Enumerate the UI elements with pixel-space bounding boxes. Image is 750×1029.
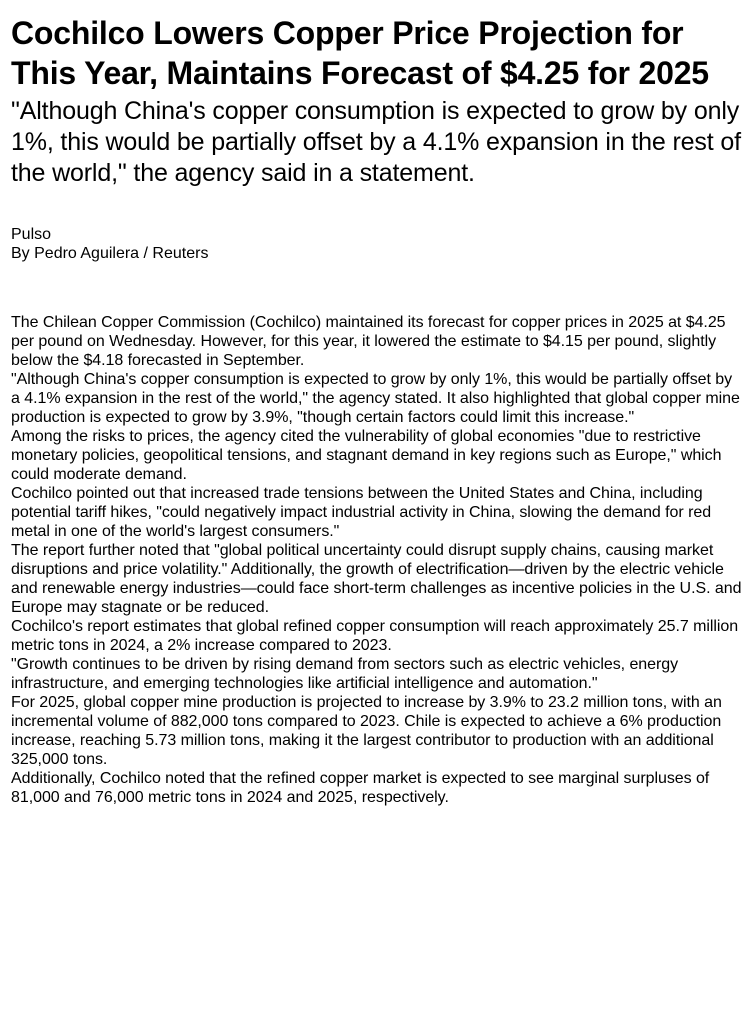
body-paragraph: The report further noted that "global political uncertainty could disrupt supply chains, causing market disruptions and price volatility." Additionally, the growth of electrification—driven by the electric vehicle and renewable energy industries—could face short-term challenges as incentive policies in the U.S. and Europe may stagnate or be reduced. bbox=[11, 542, 742, 616]
body-paragraph: Cochilco's report estimates that global refined copper consumption will reach approximately 25.7 million metric tons in 2024, a 2% increase compared to 2023. bbox=[11, 618, 739, 654]
body-paragraph: Cochilco pointed out that increased trade tensions between the United States and China, including potential tariff hikes, "could negatively impact industrial activity in China, slowing the demand for red metal in one of the world's largest consumers." bbox=[11, 485, 712, 540]
body-paragraph: "Although China's copper consumption is expected to grow by only 1%, this would be partially offset by a 4.1% expansion in the rest of the world," the agency stated. It also highlighted that global copper mine production is expected to grow by 3.9%, "though certain factors could limit this increase." bbox=[11, 371, 740, 426]
deck-quote: "Although China's copper consumption is expected to grow by only 1%, this would be partially offset by a 4.1% expansion in the rest of the world," the agency said in a statement. bbox=[11, 97, 741, 187]
section-name: Pulso bbox=[11, 226, 52, 243]
article-body bbox=[11, 313, 743, 807]
article bbox=[11, 0, 743, 807]
byline: By Pedro Aguilera / Reuters bbox=[11, 245, 209, 262]
article-meta bbox=[11, 225, 743, 263]
body-paragraph: Additionally, Cochilco noted that the refined copper market is expected to see marginal surpluses of 81,000 and 76,000 metric tons in 2024 and 2025, respectively. bbox=[11, 770, 710, 806]
body-paragraph: The Chilean Copper Commission (Cochilco) maintained its forecast for copper prices in 2025 at $4.25 per pound on Wednesday. However, for this year, it lowered the estimate to $4.15 per pound, slightly below the $4.18 forecasted in September. bbox=[11, 314, 726, 369]
body-paragraph: "Growth continues to be driven by rising demand from sectors such as electric vehicles, energy infrastructure, and emerging technologies like artificial intelligence and automation." bbox=[11, 656, 679, 692]
body-paragraph: For 2025, global copper mine production is projected to increase by 3.9% to 23.2 million tons, with an incremental volume of 882,000 tons compared to 2023. Chile is expected to achieve a 6% production increase, reaching 5.73 million tons, making it the largest contributor to production with an additional 325,000 tons. bbox=[11, 694, 722, 768]
headline: Cochilco Lowers Copper Price Projection for This Year, Maintains Forecast of $4.25 for 2025 bbox=[11, 15, 709, 91]
body-paragraph: Among the risks to prices, the agency cited the vulnerability of global economies "due to restrictive monetary policies, geopolitical tensions, and stagnant demand in key regions such as Europe," which could moderate demand. bbox=[11, 428, 722, 483]
